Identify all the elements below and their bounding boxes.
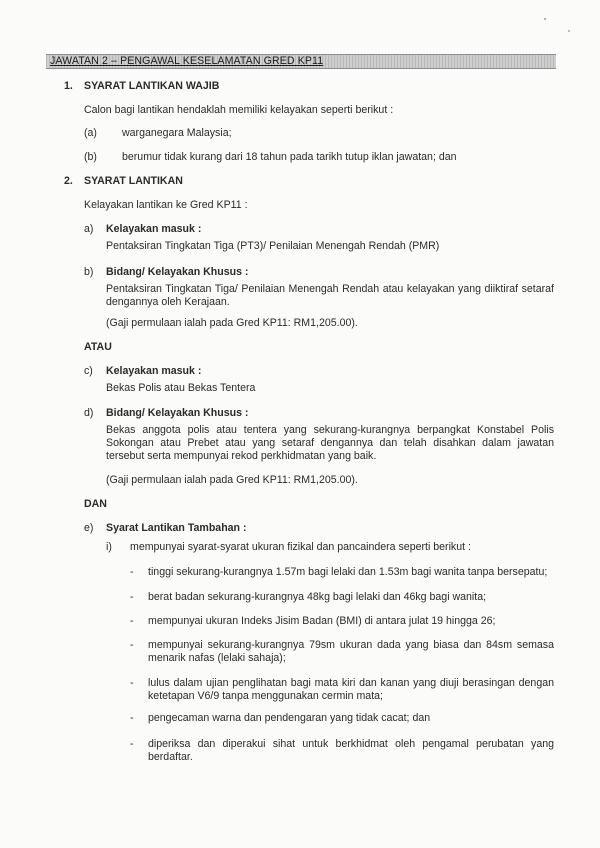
page-title: JAWATAN 2 – PENGAWAL KESELAMATAN GRED KP11: [50, 55, 324, 67]
section-1-item-a-text: warganegara Malaysia;: [122, 127, 232, 139]
bullet-dash: -: [130, 615, 134, 627]
bullet-dash: -: [130, 677, 134, 689]
item-c-label: c): [84, 365, 93, 377]
item-b-title: Bidang/ Kelayakan Khusus :: [106, 266, 249, 278]
section-1-heading: SYARAT LANTIKAN WAJIB: [84, 80, 220, 92]
item-e-sub-text: mempunyai syarat-syarat ukuran fizikal dan pancaindera seperti berikut :: [130, 541, 471, 553]
scan-speck: [544, 18, 546, 20]
item-b-text: Pentaksiran Tingkatan Tiga/ Penilaian Menengah Rendah atau kelayakan yang diiktiraf setaraf dengannya oleh Kerajaan.: [106, 283, 554, 308]
section-1-item-b-label: (b): [84, 151, 97, 163]
bullet-item: mempunyai ukuran Indeks Jisim Badan (BMI) di antara julat 19 hingga 26;: [148, 615, 496, 627]
item-d-title: Bidang/ Kelayakan Khusus :: [106, 407, 249, 419]
item-b-label: b): [84, 266, 94, 278]
item-e-title: Syarat Lantikan Tambahan :: [106, 522, 247, 534]
bullet-dash: -: [130, 712, 134, 724]
bullet-dash: -: [130, 591, 134, 603]
item-b-salary: (Gaji permulaan ialah pada Gred KP11: RM1,205.00).: [106, 317, 358, 329]
bullet-item: lulus dalam ujian penglihatan bagi mata kiri dan kanan yang diuji berasingan dengan ketetapan V6/9 tanpa menggunakan cermin mata;: [148, 677, 554, 702]
section-1-number: 1.: [64, 80, 73, 92]
item-e-sub-label: i): [106, 541, 112, 553]
item-c-title: Kelayakan masuk :: [106, 365, 202, 377]
bullet-item: diperiksa dan diperakui sihat untuk berkhidmat oleh pengamal perubatan yang berdaftar.: [148, 738, 554, 763]
bullet-dash: -: [130, 566, 134, 578]
item-a-text: Pentaksiran Tingkatan Tiga (PT3)/ Penilaian Menengah Rendah (PMR): [106, 240, 440, 252]
section-2-intro: Kelayakan lantikan ke Gred KP11 :: [84, 199, 248, 211]
item-d-label: d): [84, 407, 94, 419]
item-d-text: Bekas anggota polis atau tentera yang sekurang-kurangnya berpangkat Konstabel Polis Sokongan atau Prebet atau yang setaraf dengannya dan telah disahkan dalam jawatan tersebut serta mempunyai rekod perkhidmatan yang baik.: [106, 424, 554, 462]
item-e-label: e): [84, 522, 94, 534]
bullet-dash: -: [130, 639, 134, 651]
bullet-item: tinggi sekurang-kurangnya 1.57m bagi lelaki dan 1.53m bagi wanita tanpa bersepatu;: [148, 566, 548, 578]
scan-speck: [568, 30, 570, 32]
atau-label: ATAU: [84, 341, 112, 353]
section-2-heading: SYARAT LANTIKAN: [84, 175, 183, 187]
item-a-title: Kelayakan masuk :: [106, 223, 202, 235]
section-1-item-b-text: berumur tidak kurang dari 18 tahun pada tarikh tutup iklan jawatan; dan: [122, 151, 457, 163]
section-1-item-a-label: (a): [84, 127, 97, 139]
bullet-item: berat badan sekurang-kurangnya 48kg bagi lelaki dan 46kg bagi wanita;: [148, 591, 487, 603]
item-c-text: Bekas Polis atau Bekas Tentera: [106, 382, 256, 394]
item-a-label: a): [84, 223, 94, 235]
bullet-item: pengecaman warna dan pendengaran yang tidak cacat; dan: [148, 712, 431, 724]
bullet-dash: -: [130, 738, 134, 750]
bullet-item: mempunyai sekurang-kurangnya 79sm ukuran dada yang biasa dan 84sm semasa menarik nafas (lelaki sahaja);: [148, 639, 554, 664]
dan-label: DAN: [84, 498, 107, 510]
section-1-intro: Calon bagi lantikan hendaklah memiliki kelayakan seperti berikut :: [84, 104, 394, 116]
section-2-number: 2.: [64, 175, 73, 187]
item-d-salary: (Gaji permulaan ialah pada Gred KP11: RM1,205.00).: [106, 474, 358, 486]
